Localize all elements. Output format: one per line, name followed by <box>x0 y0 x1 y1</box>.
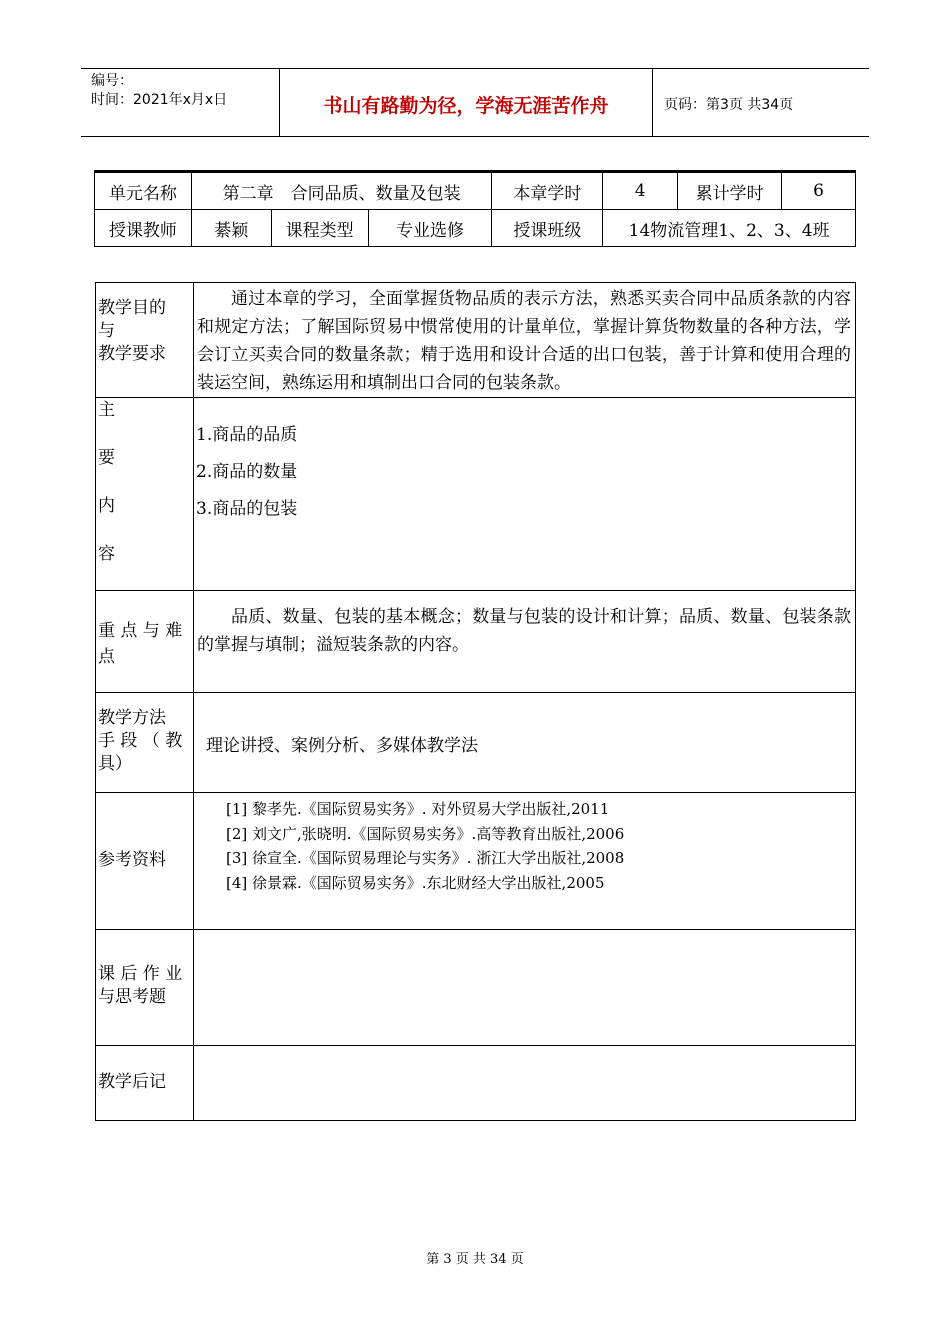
list-item: [3] 徐宣全.《国际贸易理论与实务》. 浙江大学出版社,2008 <box>226 849 625 867</box>
list-item: 1.商品的品质 <box>196 425 298 445</box>
list-item: [1] 黎孝先.《国际贸易实务》. 对外贸易大学出版社,2011 <box>226 800 610 818</box>
key-points-text: 品质、数量、包装的基本概念；数量与包装的设计和计算；品质、数量、包装条款的掌握与填制；溢短装条款的内容。 <box>197 607 851 655</box>
course-type-value: 专业选修 <box>368 210 492 247</box>
time-label: 时间：2021年x月x日 <box>91 92 228 108</box>
chapter-hours-value: 4 <box>603 172 678 210</box>
references-list <box>194 793 855 895</box>
homework-content <box>194 930 856 1046</box>
class-value: 14物流管理1、2、3、4班 <box>603 210 856 247</box>
header-divider <box>652 69 653 136</box>
serial-label: 编号： <box>91 73 133 89</box>
content-list <box>194 398 855 528</box>
key-points-label-line: 点 <box>98 647 115 667</box>
unit-name-label: 单元名称 <box>95 172 192 210</box>
references-row <box>96 793 856 930</box>
course-info-table <box>94 170 856 247</box>
homework-label <box>96 930 194 1046</box>
notes-label <box>96 1046 194 1121</box>
method-text: 理论讲授、案例分析、多媒体教学法 <box>206 736 478 756</box>
course-type-label: 课程类型 <box>271 210 368 247</box>
content-label-char: 内 <box>98 496 115 516</box>
list-item: 2.商品的数量 <box>196 462 298 482</box>
header-meta <box>91 72 227 110</box>
method-label-line: 具） <box>98 754 132 774</box>
purpose-text: 通过本章的学习，全面掌握货物品质的表示方法，熟悉买卖合同中品质条款的内容和规定方法；了解国际贸易中惯常使用的计量单位，掌握计算货物数量的各种方法，学会订立买卖合同的数量条款；精于选用和设计合适的出口包装，善于计算和使用合理的装运空间，熟练运用和填制出口合同的包装条款。 <box>197 289 851 393</box>
method-label-line: 教学方法 <box>98 708 166 728</box>
content-label-char: 要 <box>98 448 115 468</box>
header-page-info: 页码：第3页 共34页 <box>664 97 794 113</box>
list-item: [4] 徐景霖.《国际贸易实务》.东北财经大学出版社,2005 <box>226 873 605 892</box>
page-footer: 第 3 页 共 34 页 <box>426 1252 524 1267</box>
key-points-row <box>96 591 856 693</box>
chapter-hours-label: 本章学时 <box>492 172 603 210</box>
method-row <box>96 693 856 793</box>
cumulative-hours-value: 6 <box>782 172 856 210</box>
homework-label-line: 课 后 作 业 <box>98 964 183 984</box>
homework-row <box>96 930 856 1046</box>
key-points-label-line: 重 点 与 难 <box>98 621 183 641</box>
key-points-label <box>96 591 194 693</box>
purpose-label-line: 教学目的 <box>98 298 166 318</box>
content-label-char: 容 <box>98 544 115 564</box>
purpose-label-line: 教学要求 <box>98 344 166 364</box>
content-row <box>96 398 856 591</box>
notes-content <box>194 1046 856 1121</box>
list-item: [2] 刘文广,张晓明.《国际贸易实务》.高等教育出版社,2006 <box>226 824 625 843</box>
info-row <box>95 172 856 210</box>
references-label <box>96 793 194 930</box>
unit-name-value: 第二章 合同品质、数量及包装 <box>191 172 492 210</box>
content-label-char: 主 <box>98 400 115 420</box>
list-item: 3.商品的包装 <box>196 499 298 519</box>
purpose-label-line: 与 <box>98 321 115 341</box>
info-row <box>95 210 856 247</box>
header-motto: 书山有路勤为径，学海无涯苦作舟 <box>323 95 609 117</box>
references-label-text: 参考资料 <box>98 850 166 870</box>
teacher-label: 授课教师 <box>95 210 192 247</box>
teacher-value: 綦颖 <box>191 210 271 247</box>
page-header <box>81 68 869 137</box>
purpose-label <box>96 283 194 398</box>
notes-label-text: 教学后记 <box>98 1072 166 1092</box>
cumulative-hours-label: 累计学时 <box>678 172 782 210</box>
purpose-row <box>96 283 856 398</box>
notes-row <box>96 1046 856 1121</box>
teaching-plan-table <box>95 282 856 1121</box>
class-label: 授课班级 <box>492 210 603 247</box>
content-label <box>96 398 194 591</box>
method-label-line: 手 段 （ 教 <box>98 731 183 751</box>
homework-label-line: 与思考题 <box>98 987 166 1007</box>
method-label <box>96 693 194 793</box>
